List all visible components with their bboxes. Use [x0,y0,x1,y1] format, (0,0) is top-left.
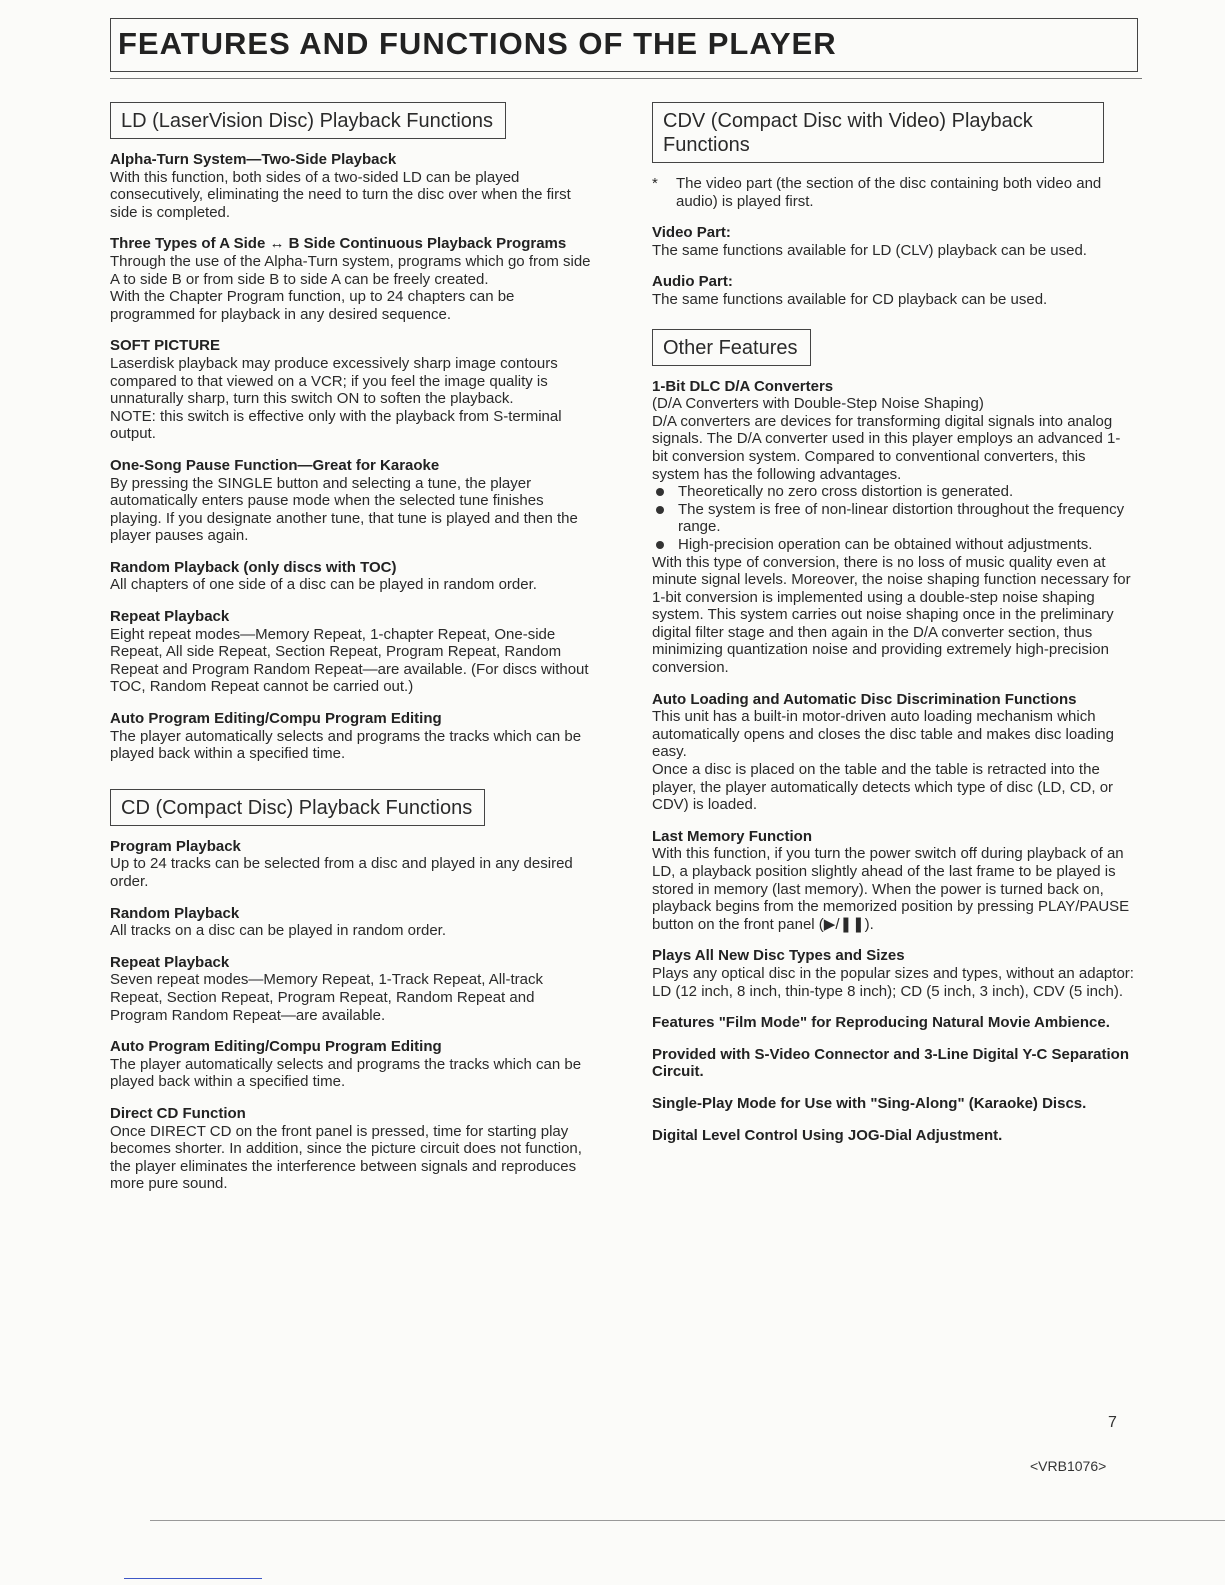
other-feature [652,828,1134,934]
feature-title: Auto Program Editing/Compu Program Editing [110,710,442,728]
feature-body: Through the use of the Alpha-Turn system, programs which go from side A to side B or from side B to side A can be freely created. [110,252,591,288]
ld-feature [110,559,596,594]
feature-note: NOTE: this switch is effective only with the playback from S-terminal output. [110,407,562,443]
ld-feature [110,151,596,221]
feature-title: Video Part: [652,224,731,242]
feature-body: The same functions available for LD (CLV) playback can be used. [652,241,1087,259]
ld-feature [110,608,596,696]
feature-body: Once DIRECT CD on the front panel is pressed, time for starting play becomes shorter. In addition, since the picture circuit does not function, the player eliminates the interference between signals and reproduces more pure sound. [110,1122,582,1193]
feature-body: All tracks on a disc can be played in random order. [110,922,447,940]
cdv-feature [652,224,1134,259]
ld-feature [110,710,596,763]
feature-body: With this function, if you turn the power switch off during playback of an LD, a playback position slightly ahead of the last frame to be played is stored in memory (last memory). When the power is turned back on, playback begins from the memorized position by pressing PLAY/PAUSE button on the front panel (▶/❚❚). [652,845,1130,933]
ld-feature [110,235,596,323]
feature-body: All chapters of one side of a disc can be played in random order. [110,576,537,594]
feature-title: Repeat Playback [110,953,230,971]
other-feature [652,947,1134,1000]
feature-title: Plays All New Disc Types and Sizes [652,947,905,965]
cd-feature [110,954,596,1024]
list-item: The system is free of non-linear distortion throughout the frequency range. [652,501,1134,536]
extra-feature: Single-Play Mode for Use with "Sing-Along" (Karaoke) Discs. [652,1094,1087,1112]
feature-title: 1-Bit DLC D/A Converters [652,377,834,395]
cd-feature [110,905,596,940]
feature-title: Direct CD Function [110,1104,246,1122]
bottom-link-line [124,1578,262,1579]
feature-body: Once a disc is placed on the table and the table is retracted into the player, the player automatically detects which type of disc (LD, CD, or CDV) is loaded. [652,761,1114,814]
feature-body: By pressing the SINGLE button and selecting a tune, the player automatically enters pause mode when the selected tune finishes playing. If you designate another tune, that tune is played and then the player pauses again. [110,474,578,545]
feature-title: Auto Program Editing/Compu Program Editing [110,1038,442,1056]
extra-feature: Digital Level Control Using JOG-Dial Adjustment. [652,1126,1003,1144]
feature-title: Program Playback [110,837,241,855]
feature-body: Up to 24 tracks can be selected from a disc and played in any desired order. [110,855,573,890]
cdv-feature [652,273,1134,308]
feature-title: Random Playback (only discs with TOC) [110,558,397,576]
feature-body: Plays any optical disc in the popular sizes and types, without an adaptor: LD (12 inch, 8 inch, thin-type 8 inch); CD (5 inch, 3 inch), CDV (5 inch). [652,964,1134,1000]
cd-feature [110,838,596,891]
feature-body: Seven repeat modes—Memory Repeat, 1-Track Repeat, All-track Repeat, Section Repeat, Program Repeat, Random Repeat and Program Random Repeat—are available. [110,971,543,1024]
feature-body: The player automatically selects and programs the tracks which can be played back within a specified time. [110,1055,582,1091]
other-section-heading: Other Features [652,329,811,366]
asterisk-marker: * [652,175,658,192]
feature-body: With this function, both sides of a two-sided LD can be played consecutively, eliminating the need to turn the disc over when the first side is completed. [110,168,571,221]
cd-section-heading: CD (Compact Disc) Playback Functions [110,789,485,826]
note-text: The video part (the section of the disc containing both video and audio) is played first. [676,175,1102,210]
feature-title: Random Playback [110,904,240,922]
feature-title: Alpha-Turn System—Two-Side Playback [110,151,397,168]
extra-feature: Provided with S-Video Connector and 3-Line Digital Y-C Separation Circuit. [652,1045,1130,1081]
feature-title: Auto Loading and Automatic Disc Discrimination Functions [652,690,1077,708]
list-item: High-precision operation can be obtained without adjustments. [652,536,1134,554]
feature-body: With the Chapter Program function, up to 24 chapters can be programmed for playback in any desired sequence. [110,288,515,323]
ld-feature [110,337,596,443]
dlc-feature [652,378,1134,677]
feature-title: SOFT PICTURE [110,337,221,355]
feature-body: Eight repeat modes—Memory Repeat, 1-chapter Repeat, One-side Repeat, All side Repeat, Section Repeat, Program Repeat, Random Repeat and Program Random Repeat—are available. (For discs without TOC, Random Repeat cannot be carried out.) [110,625,589,696]
cd-feature [110,1038,596,1091]
feature-body: Laserdisk playback may produce excessively sharp image contours compared to that viewed on a VCR; if you feel the image quality is unnaturally sharp, turn this switch ON to soften the playback. [110,354,558,408]
feature-title: Audio Part: [652,273,733,291]
feature-body: The same functions available for CD playback can be used. [652,290,1048,308]
left-column [110,102,596,1207]
feature-body: The player automatically selects and programs the tracks which can be played back within a specified time. [110,727,582,763]
feature-body: With this type of conversion, there is no loss of music quality even at minute signal levels. Moreover, the noise shaping function necessary for 1-bit conversion is implemented using a double-step noise shaping system. This system carries out noise shaping once in the preliminary digital filter stage and then again in the D/A converter section, thus minimizing quantization noise and providing extremely high-precision conversion. [652,553,1131,677]
ld-feature [110,457,596,545]
cdv-section-heading: CDV (Compact Disc with Video) Playback Functions [652,102,1104,163]
page-title: FEATURES AND FUNCTIONS OF THE PLAYER [118,26,837,61]
cdv-note [652,175,1134,210]
list-item: Theoretically no zero cross distortion is generated. [652,483,1134,501]
ld-section-heading: LD (LaserVision Disc) Playback Functions [110,102,506,139]
title-underline [110,78,1142,79]
feature-title: Repeat Playback [110,608,230,626]
page-number: 7 [1108,1414,1117,1431]
feature-subtitle: (D/A Converters with Double-Step Noise Shaping) [652,395,984,413]
feature-title: Last Memory Function [652,827,813,845]
feature-title: Three Types of A Side ↔ B Side Continuous Playback Programs [110,235,567,253]
extra-feature: Features "Film Mode" for Reproducing Natural Movie Ambience. [652,1014,1110,1032]
document-code: <VRB1076> [1030,1458,1107,1474]
advantage-list [652,483,1134,553]
cd-feature [110,1105,596,1193]
bottom-rule [150,1520,1225,1521]
feature-body: This unit has a built-in motor-driven auto loading mechanism which automatically opens and closes the disc table and makes disc loading easy. [652,708,1114,761]
feature-body: D/A converters are devices for transforming digital signals into analog signals. The D/A converter used in this player employs an advanced 1-bit conversion system. Compared to conventional converters, this system has the following advantages. [652,412,1121,483]
feature-title: One-Song Pause Function—Great for Karaoke [110,456,440,474]
other-feature [652,691,1134,814]
right-column [652,102,1134,1158]
